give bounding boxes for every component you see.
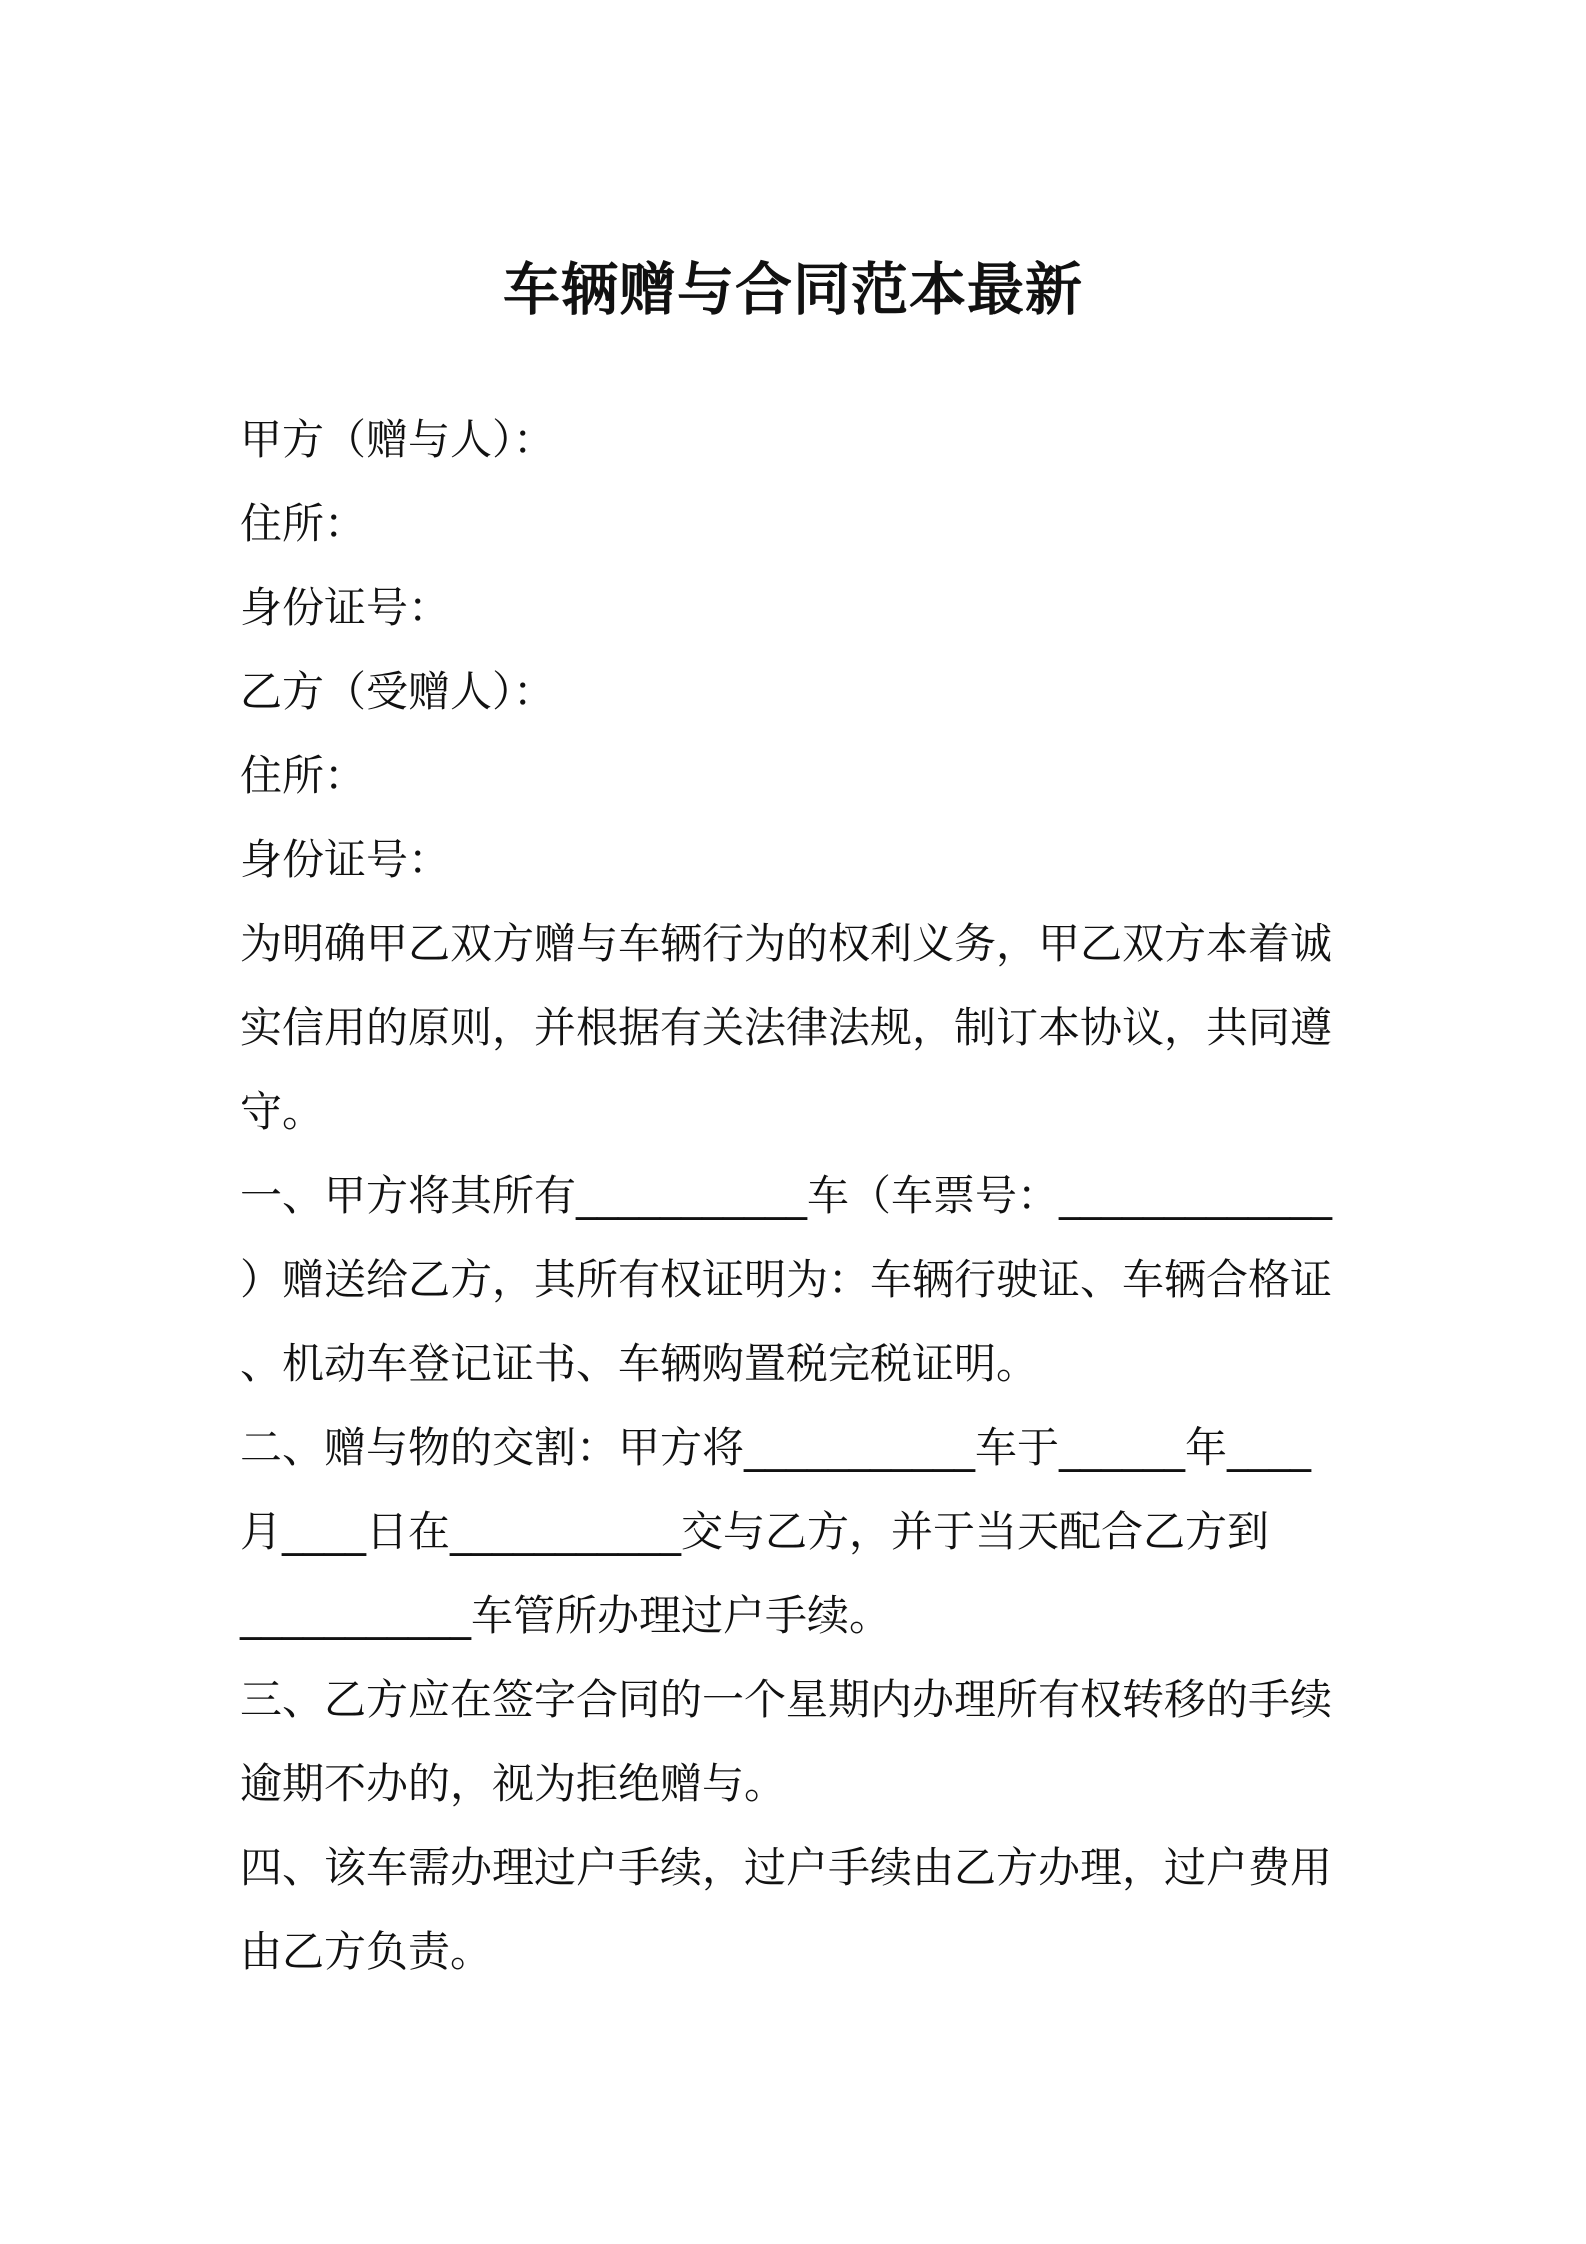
clause-4-line: 四、该车需办理过户手续，过户手续由乙方办理，过户费用: [240, 1843, 1333, 1892]
clause-2-line: 月____日在___________交与乙方，并于当天配合乙方到: [240, 1507, 1270, 1556]
party-b-id-line: 身份证号：: [240, 835, 451, 884]
paragraph-line: 实信用的原则，并根据有关法律法规，制订本协议，共同遵: [240, 1003, 1333, 1052]
clause-3-line: 逾期不办的，视为拒绝赠与。: [240, 1759, 787, 1808]
clause-2-line: 二、赠与物的交割：甲方将___________车于______年____: [240, 1423, 1312, 1472]
clause-1-line: 、机动车登记证书、车辆购置税完税证明。: [240, 1339, 1039, 1388]
party-a-address-line: 住所：: [240, 499, 367, 548]
paragraph-line: 为明确甲乙双方赠与车辆行为的权利义务，甲乙双方本着诚: [240, 919, 1333, 968]
document-body: [240, 398, 1360, 1994]
clause-1-line: 一、甲方将其所有___________车（车票号：_____________: [240, 1171, 1333, 1220]
clause-1-line: ）赠送给乙方，其所有权证明为：车辆行驶证、车辆合格证: [240, 1255, 1333, 1304]
party-b-address-line: 住所：: [240, 751, 367, 800]
clause-2-line: ___________车管所办理过户手续。: [240, 1591, 892, 1640]
clause-4-line: 由乙方负责。: [240, 1927, 493, 1976]
party-b-name-line: 乙方（受赠人）：: [240, 667, 556, 716]
paragraph-line: 守。: [240, 1087, 325, 1136]
clause-3-line: 三、乙方应在签字合同的一个星期内办理所有权转移的手续: [240, 1675, 1333, 1724]
party-a-id-line: 身份证号：: [240, 583, 451, 632]
party-a-name-line: 甲方（赠与人）：: [240, 415, 556, 464]
document-title: 车辆赠与合同范本最新: [503, 257, 1083, 323]
